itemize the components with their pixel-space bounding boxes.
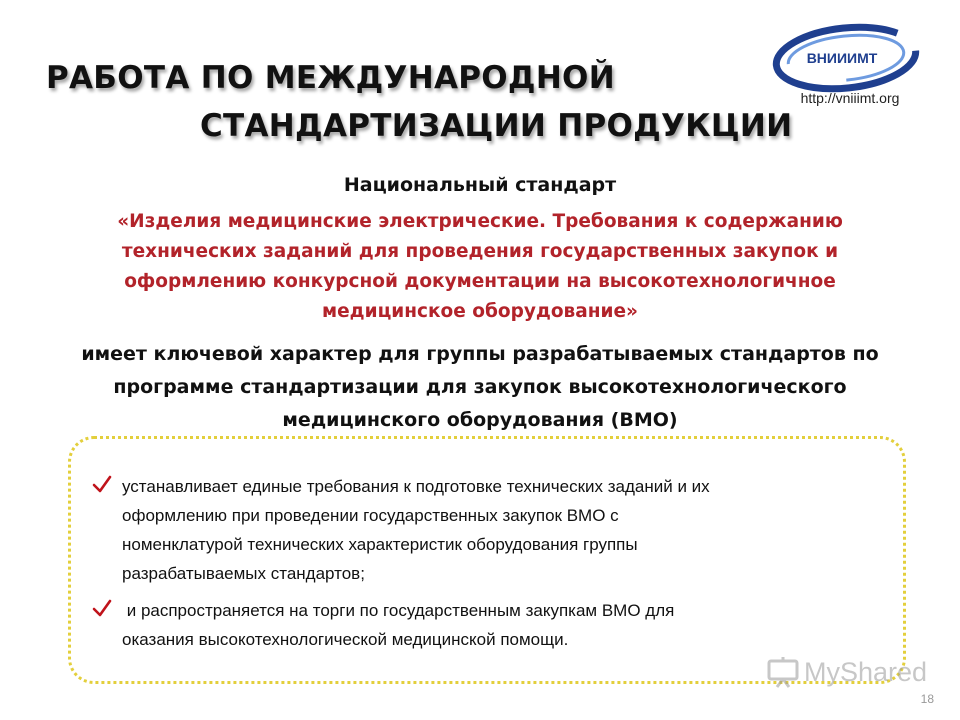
description-line: программе стандартизации для закупок высокотехнологического (113, 376, 847, 398)
bullet-line: номенклатурой технических характеристик оборудования группы (122, 535, 638, 554)
standard-name-line: «Изделия медицинские электрические. Требования к содержанию (117, 211, 843, 232)
watermark (766, 652, 927, 692)
standard-label: Национальный стандарт (343, 174, 617, 196)
description-line: медицинского оборудования (ВМО) (282, 409, 678, 431)
checkmark-icon (92, 598, 112, 618)
logo-url: http://vniiimt.org (800, 90, 900, 106)
bullet-text (122, 596, 872, 654)
bullet-line: и распространяется на торги по государственным закупкам ВМО для (122, 601, 675, 620)
standard-name-line: технических заданий для проведения государственных закупок и (121, 241, 839, 262)
checkmark-icon (92, 474, 112, 494)
presentation-icon (766, 655, 800, 689)
bullet-item (92, 596, 872, 654)
bullet-text (122, 472, 872, 588)
standard-name-line: оформлению конкурсной документации на высокотехнологичное (124, 271, 836, 292)
bullet-line: оказания высокотехнологической медицинской помощи. (122, 630, 569, 649)
slide-title-line-1: РАБОТА ПО МЕЖДУНАРОДНОЙ (46, 60, 615, 96)
standard-description (40, 338, 920, 437)
bullet-line: устанавливает единые требования к подготовке технических заданий и их (122, 477, 710, 496)
standard-name-line: медицинское оборудование» (322, 301, 638, 322)
watermark-text: MyShared (804, 656, 928, 687)
bullet-line: оформлению при проведении государственных закупок ВМО с (122, 506, 619, 525)
vniiimt-logo (772, 22, 920, 94)
bullet-line: разрабатываемых стандартов; (122, 564, 365, 583)
bullet-item (92, 472, 872, 588)
page-number: 18 (920, 692, 934, 706)
slide-title-line-2: СТАНДАРТИЗАЦИИ ПРОДУКЦИИ (200, 108, 793, 144)
standard-name (40, 207, 920, 327)
logo-text: ВНИИИМТ (806, 50, 878, 66)
description-line: имеет ключевой характер для группы разрабатываемых стандартов по (81, 343, 879, 365)
